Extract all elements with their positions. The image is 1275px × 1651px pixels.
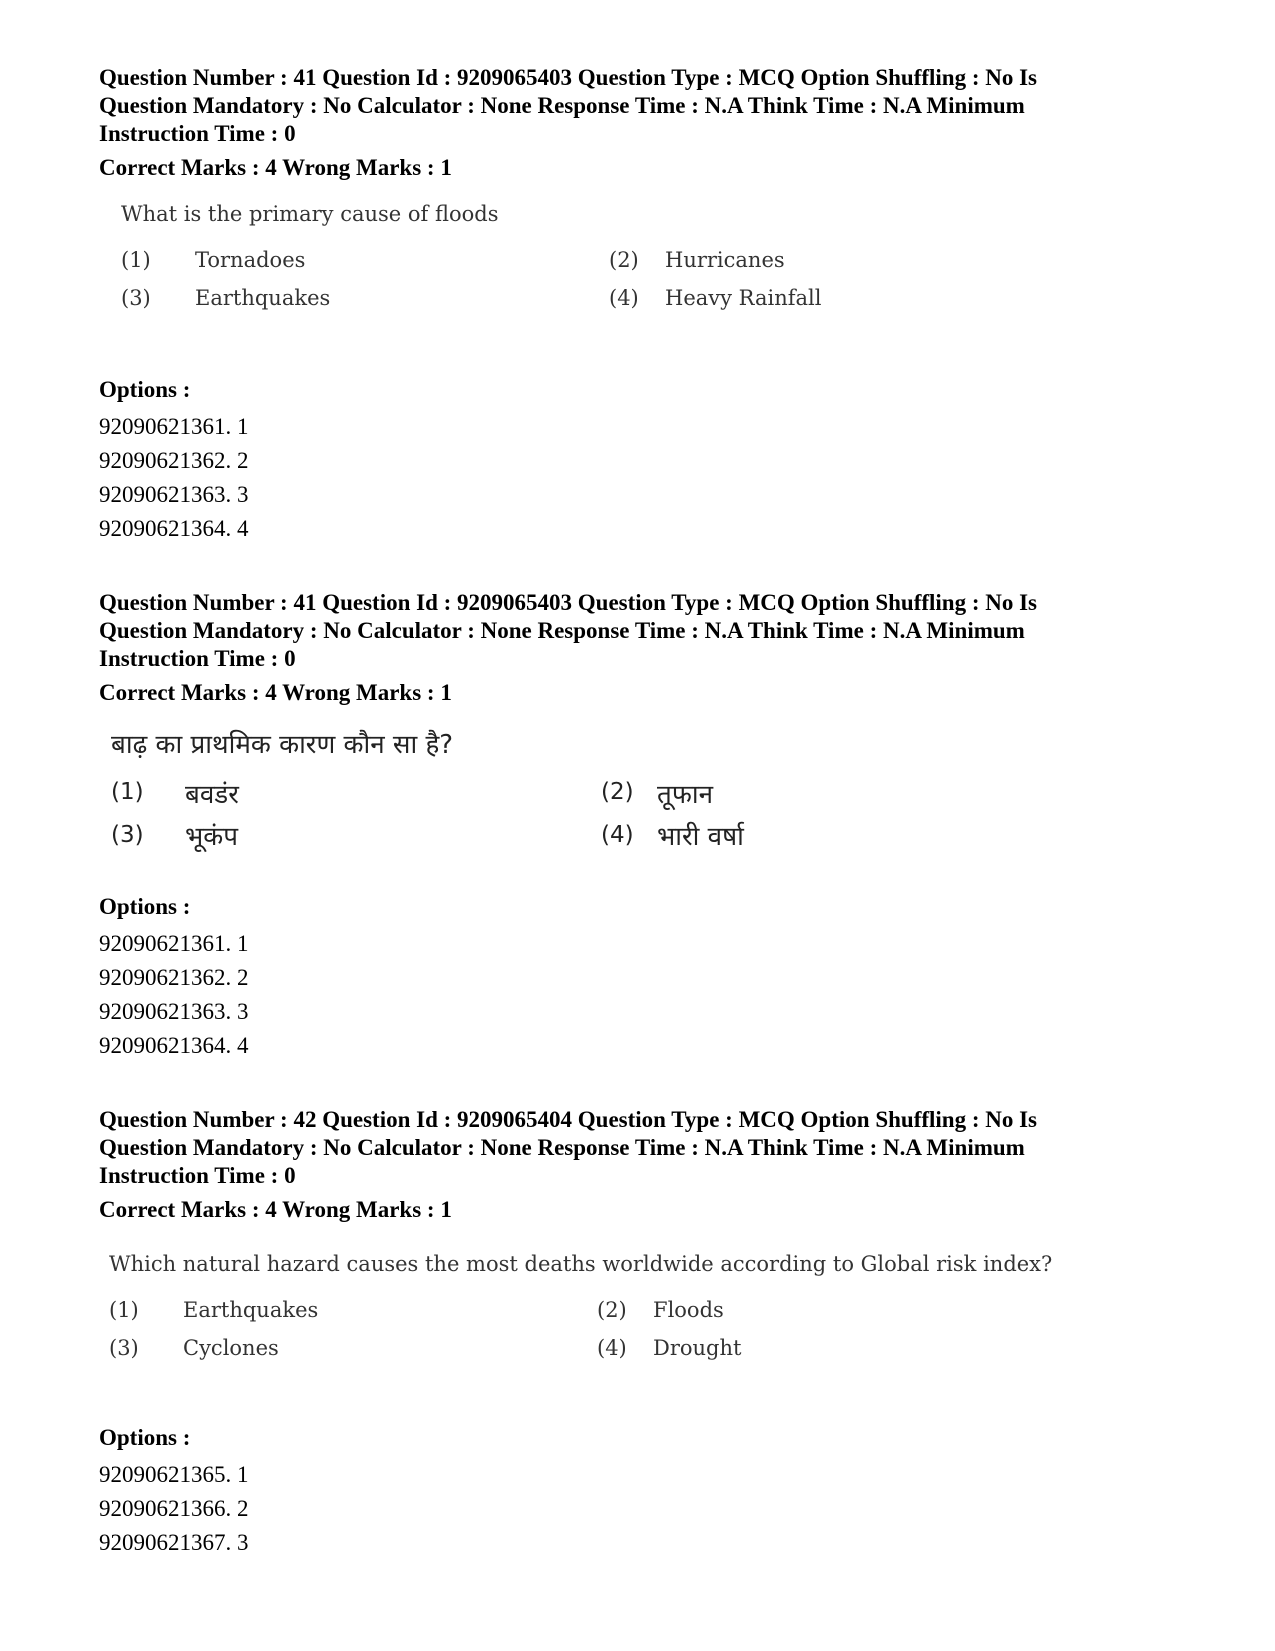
- option-id-line: 92090621364. 4: [99, 516, 249, 541]
- choice-text: Tornadoes: [195, 248, 306, 272]
- option-id-line: 92090621365. 1: [99, 1462, 249, 1487]
- question-image: [99, 707, 1179, 907]
- choice-number: (3): [121, 286, 151, 310]
- option-id-line: 92090621362. 2: [99, 448, 249, 473]
- question-meta-line: Instruction Time : 0: [99, 1163, 296, 1188]
- question-meta-line: Question Mandatory : No Calculator : None Response Time : N.A Think Time : N.A Minimum: [99, 618, 1025, 643]
- choice-text: Earthquakes: [183, 1298, 319, 1322]
- option-id-line: 92090621361. 1: [99, 931, 249, 956]
- options-heading: Options :: [99, 894, 191, 919]
- question-meta-line: Question Number : 41 Question Id : 9209065403 Question Type : MCQ Option Shuffling : No Is: [99, 590, 1038, 615]
- question-text: बाढ़ का प्राथमिक कारण कौन सा है?: [111, 730, 454, 760]
- choice-number: (3): [109, 1336, 139, 1360]
- choice-text: Floods: [653, 1298, 724, 1322]
- question-text: Which natural hazard causes the most deaths worldwide according to Global risk index?: [109, 1252, 1053, 1276]
- option-id-line: 92090621364. 4: [99, 1033, 249, 1058]
- choice-text: Cyclones: [183, 1336, 279, 1360]
- marks-line: Correct Marks : 4 Wrong Marks : 1: [99, 1197, 452, 1222]
- question-image: [99, 1224, 1179, 1384]
- choice-text: Hurricanes: [665, 248, 785, 272]
- question-meta-line: Question Mandatory : No Calculator : None Response Time : N.A Think Time : N.A Minimum: [99, 1135, 1025, 1160]
- question-meta-line: Question Number : 42 Question Id : 9209065404 Question Type : MCQ Option Shuffling : No Is: [99, 1107, 1038, 1132]
- question-block-41-english: [99, 64, 1179, 546]
- marks-line: Correct Marks : 4 Wrong Marks : 1: [99, 680, 452, 705]
- choice-number: (2): [597, 1298, 627, 1322]
- question-meta-line: Instruction Time : 0: [99, 121, 296, 146]
- options-heading: Options :: [99, 1425, 191, 1450]
- choice-number: (1): [111, 779, 144, 805]
- marks-line: Correct Marks : 4 Wrong Marks : 1: [99, 155, 452, 180]
- option-id-line: 92090621363. 3: [99, 482, 249, 507]
- choice-text: भारी वर्षा: [657, 822, 744, 852]
- option-id-line: 92090621361. 1: [99, 414, 249, 439]
- option-id-line: 92090621367. 3: [99, 1530, 249, 1555]
- choice-text: भूकंप: [185, 822, 239, 852]
- question-block-42-english: [99, 1106, 1179, 1560]
- choice-number: (4): [601, 822, 634, 848]
- choice-number: (1): [121, 248, 151, 272]
- choice-number: (4): [609, 286, 639, 310]
- question-block-41-hindi: [99, 589, 1179, 1063]
- question-meta-line: Question Number : 41 Question Id : 9209065403 Question Type : MCQ Option Shuffling : No Is: [99, 65, 1038, 90]
- option-id-line: 92090621362. 2: [99, 965, 249, 990]
- choice-text: तूफान: [657, 780, 714, 810]
- question-meta-line: Instruction Time : 0: [99, 646, 296, 671]
- choice-number: (1): [109, 1298, 139, 1322]
- choice-text: Drought: [653, 1336, 742, 1360]
- question-meta-line: Question Mandatory : No Calculator : None Response Time : N.A Think Time : N.A Minimum: [99, 93, 1025, 118]
- option-id-line: 92090621366. 2: [99, 1496, 249, 1521]
- choice-text: Heavy Rainfall: [665, 286, 822, 310]
- question-image: [99, 182, 1179, 332]
- question-text: What is the primary cause of floods: [121, 202, 499, 226]
- options-heading: Options :: [99, 377, 191, 402]
- choice-text: Earthquakes: [195, 286, 331, 310]
- option-id-line: 92090621363. 3: [99, 999, 249, 1024]
- choice-text: बवडंर: [185, 780, 239, 810]
- choice-number: (2): [601, 779, 634, 805]
- choice-number: (4): [597, 1336, 627, 1360]
- choice-number: (2): [609, 248, 639, 272]
- choice-number: (3): [111, 822, 144, 848]
